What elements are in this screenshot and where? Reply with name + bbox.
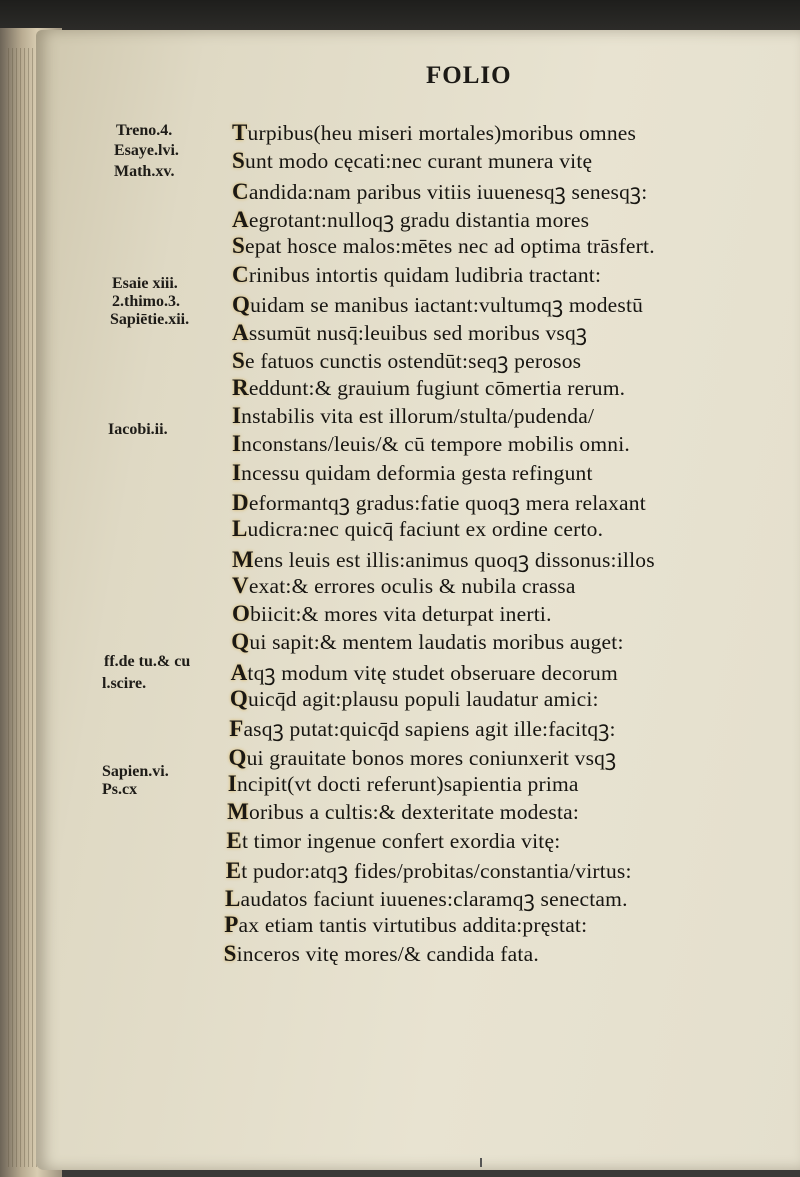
verse-text: eformantqꝫ gradus:fatie quoqꝫ mera relaxant [248,490,646,515]
verse-line [232,460,593,486]
verse-text: ssumūt nusq̄:leuibus sed moribus vsqꝫ [248,321,588,346]
marginal-note: Ps.cx [102,781,138,798]
verse-line [231,658,618,687]
verse-line [232,346,581,375]
marginal-note: Esaye.lvi. [114,142,179,159]
verse-line [226,828,560,854]
marginal-note: Sapiētie.xii. [110,311,190,328]
verse-initial: I [232,403,242,428]
verse-initial: I [232,459,242,485]
verse-line [229,743,617,772]
verse-line [232,375,625,401]
verse-line [232,120,636,146]
verse-line [232,318,587,347]
verse-initial: I [232,431,242,457]
verse-line [232,403,594,429]
verse-line [232,545,655,574]
verse-line [232,431,630,457]
verse-initial: I [227,770,237,796]
verse-initial: A [232,320,249,346]
verse-line [225,884,628,913]
verse-initial: S [223,940,237,966]
verse-line [229,714,616,743]
verse-text: t pudor:atqꝫ fides/probitas/constantia/virtus: [241,858,632,883]
verse-initial: S [232,233,245,259]
verse-line [226,856,632,885]
verse-initial: S [232,348,245,374]
verse-line [232,601,552,627]
verse-initial: T [232,120,248,145]
verse-line [224,941,539,967]
verse-text: epat hosce malos:mētes nec ad optima trāsfert. [245,234,655,259]
marginal-note: Esaie xiii. [112,275,178,292]
verse-text: urpibus(heu miseri mortales)moribus omnes [247,121,637,145]
verse-initial: C [232,261,249,287]
verse-line [232,573,576,599]
verse-initial: Q [229,686,248,711]
verse-initial: A [230,659,248,685]
marginal-note: Treno.4. [116,122,173,139]
verse-line [231,629,623,655]
verse-line [228,771,579,797]
verse-text: ens leuis est illis:animus quoqꝫ dissonus:illos [253,547,655,572]
verse-line [232,233,655,259]
verse-initial: M [232,546,254,572]
verse-initial: C [232,178,249,204]
verse-line [232,516,603,542]
page-mark [480,1158,482,1167]
verse-line [232,488,646,517]
verse-text: uidam se manibus iactant:vultumqꝫ modestū [250,292,644,317]
verse-initial: V [232,572,249,598]
verse-initial: Q [232,291,251,317]
verse-text: ncipit(vt docti referunt)sapientia prima [236,771,579,796]
marginal-note: Sapien.vi. [102,763,169,780]
folio-header: FOLIO [426,62,512,89]
marginal-note: ff.de tu.& cu [104,653,191,670]
verse-line [232,262,601,288]
verse-line [230,686,599,712]
verse-initial: Q [231,629,250,655]
verse-text: asqꝫ putat:quicq̄d sapiens agit ille:facitqꝫ: [243,717,616,742]
verse-line [232,205,589,234]
verse-text: tqꝫ modum vitę studet obseruare decorum [247,660,618,685]
verse-text: oribus a cultis:& dexteritate modesta: [249,800,580,825]
verse-text: audatos faciunt iuuenes:claramqꝫ senectam. [240,887,628,912]
verse-line [232,177,647,206]
verse-text: ncessu quidam deformia gesta refingunt [241,460,593,485]
verse-line [224,912,587,938]
verse-text: udicra:nec quicq̄ faciunt ex ordine certo. [247,517,604,542]
verse-line [227,799,579,825]
verse-initial: R [232,374,249,400]
verse-text: exat:& errores oculis & nubila crassa [248,573,576,598]
verse-line [232,148,592,174]
verse-initial: Q [228,744,247,770]
verse-initial: F [229,716,244,742]
verse-initial: E [225,857,242,883]
verse-text: t timor ingenue confert exordia vitę: [241,828,561,853]
verse-text: ax etiam tantis virtutibus addita:pręstat: [238,913,588,938]
verse-initial: O [232,601,251,627]
verse-initial: L [225,886,241,912]
marginal-note: 2.thimo.3. [112,293,180,310]
verse-initial: S [232,148,245,174]
marginal-note: Iacobi.ii. [108,421,168,438]
verse-text: nstabilis vita est illorum/stulta/pudenda/ [241,404,595,428]
verse-text: ui sapit:& mentem laudatis moribus auget: [249,630,624,655]
verse-initial: L [232,516,248,542]
verse-text: uicq̄d agit:plausu populi laudatur amici: [247,687,599,711]
verse-initial: D [232,489,249,515]
verse-line [232,290,643,319]
verse-initial: E [226,827,242,853]
verse-text: eddunt:& grauium fugiunt cōmertia rerum. [248,375,626,400]
verse-text: egrotant:nulloqꝫ gradu distantia mores [248,207,590,232]
verse-text: e fatuos cunctis ostendūt:seqꝫ perosos [245,349,582,374]
verse-initial: M [227,799,250,825]
verse-initial: P [224,912,239,938]
verse-text: ui grauitate bonos mores coniunxerit vsqꝫ [246,745,617,770]
verse-initial: A [232,206,249,232]
marginal-note: l.scire. [102,675,147,692]
verse-text: nconstans/leuis/& cū tempore mobilis omni. [241,432,630,457]
verse-text: andida:nam paribus vitiis iuuenesqꝫ senesqꝫ: [248,179,648,204]
verse-text: rinibus intortis quidam ludibria tractant: [248,262,602,287]
verse-text: inceros vitę mores/& candida fata. [236,941,539,966]
verse-text: unt modo cęcati:nec curant munera vitę [245,149,593,174]
verse-text: biicit:& mores vita deturpat inerti. [250,602,552,627]
marginal-note: Math.xv. [114,163,175,180]
